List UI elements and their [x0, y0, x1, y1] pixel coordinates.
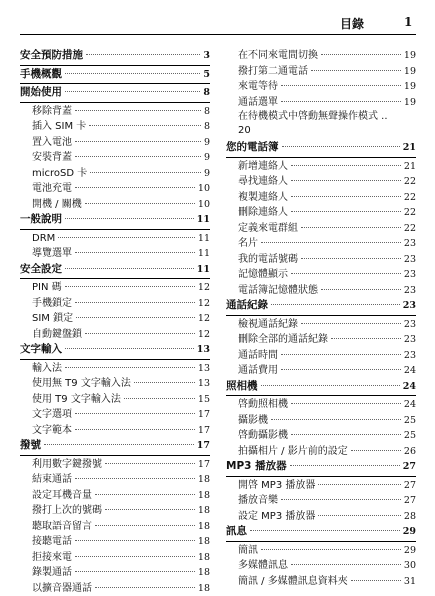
dot-leader [75, 540, 195, 541]
section-page: 17 [197, 438, 210, 454]
toc-entry-text: 利用數字鍵撥號 [32, 457, 102, 473]
section-page: 3 [203, 48, 210, 64]
dot-leader [75, 429, 195, 430]
section-heading[interactable] [20, 438, 210, 454]
section-title: MP3 播放器 [226, 459, 287, 475]
toc-section [226, 524, 416, 589]
toc-section [226, 379, 416, 460]
toc-entry-text: 聽取語音留言 [32, 519, 92, 535]
toc-entry-text: 結束通話 [32, 472, 72, 488]
section-page: 27 [403, 459, 416, 475]
toc-entry[interactable] [20, 488, 210, 504]
toc-entry-page: 22 [404, 221, 416, 237]
dot-leader [318, 515, 401, 516]
toc-entry-page: 9 [204, 166, 210, 182]
dot-leader [351, 580, 401, 581]
dot-leader [65, 348, 194, 349]
dot-leader [65, 73, 200, 74]
section-rule [20, 359, 210, 360]
toc-entry[interactable] [20, 503, 210, 519]
continued-entries [226, 48, 416, 140]
toc-entry-text: 手機鎖定 [32, 296, 72, 312]
toc-entry-text: 來電等待 [238, 79, 278, 95]
dot-leader [261, 242, 401, 243]
toc-entry-page: 12 [198, 296, 210, 312]
toc-entry-page: 8 [204, 119, 210, 135]
toc-entry-text: 使用無 T9 文字輸入法 [32, 376, 131, 392]
dot-leader [75, 571, 195, 572]
toc-entry-text: 電池充電 [32, 181, 72, 197]
toc-section [20, 48, 210, 66]
section-rule [226, 157, 416, 158]
toc-entry-page: 28 [404, 509, 416, 525]
toc-entry-page: 29 [404, 543, 416, 559]
toc-entry[interactable] [20, 423, 210, 439]
dot-leader [291, 180, 401, 181]
toc-entry[interactable] [226, 332, 416, 348]
toc-entry-page: 19 [404, 79, 416, 95]
dot-leader [281, 101, 401, 102]
toc-entry[interactable] [20, 534, 210, 550]
toc-entry[interactable] [226, 397, 416, 413]
toc-entry-text: 通話費用 [238, 363, 278, 379]
toc-entry[interactable] [226, 236, 416, 252]
dot-leader [291, 564, 401, 565]
toc-entry[interactable] [20, 550, 210, 566]
toc-entry[interactable] [226, 444, 416, 460]
toc-entry-page: 11 [198, 246, 210, 262]
header-rule [20, 34, 416, 35]
toc-entry[interactable] [226, 574, 416, 590]
toc-entry-text: SIM 鎖定 [32, 311, 73, 327]
toc-entry-text: 自動鍵盤鎖 [32, 327, 82, 343]
toc-entry[interactable] [226, 95, 416, 111]
toc-entry-text: 在不同來電間切換 [238, 48, 318, 64]
toc-entry[interactable] [20, 311, 210, 327]
toc-entry-text: PIN 碼 [32, 280, 62, 296]
toc-entry[interactable] [226, 190, 416, 206]
toc-entry-page: 18 [198, 565, 210, 581]
dot-leader [291, 196, 401, 197]
dot-leader [85, 203, 195, 204]
toc-entry-page: 18 [198, 581, 210, 596]
dot-leader [95, 494, 195, 495]
dot-leader [250, 530, 400, 531]
section-page: 23 [403, 298, 416, 314]
toc-entry-text: 定義來電群組 [238, 221, 298, 237]
section-heading[interactable] [226, 140, 416, 156]
section-title: 手機概觀 [20, 67, 62, 83]
toc-entry-text: 通話時間 [238, 348, 278, 364]
toc-entry-page: 23 [404, 267, 416, 283]
dot-leader [75, 556, 195, 557]
toc-entry-text: 多媒體訊息 [238, 558, 288, 574]
toc-entry-page: 19 [404, 48, 416, 64]
toc-entry-text: 攝影機 [238, 413, 268, 429]
dot-leader [281, 85, 401, 86]
toc-entry-page: 23 [404, 348, 416, 364]
toc-entry[interactable] [226, 252, 416, 268]
toc-entry[interactable] [20, 392, 210, 408]
toc-entry-text: 安裝背蓋 [32, 150, 72, 166]
toc-entry-page: 8 [204, 104, 210, 120]
dot-leader [75, 252, 195, 253]
toc-entry-text: 尋找連絡人 [238, 174, 288, 190]
toc-entry[interactable] [226, 509, 416, 525]
section-page: 5 [203, 67, 210, 83]
section-title: 撥號 [20, 438, 41, 454]
toc-entry[interactable] [20, 150, 210, 166]
dot-leader [290, 465, 400, 466]
dot-leader [75, 141, 201, 142]
dot-leader [75, 413, 195, 414]
toc-entry-page: 17 [198, 457, 210, 473]
toc-entry[interactable] [226, 543, 416, 559]
toc-entry-page: 9 [204, 150, 210, 166]
toc-entry-text: 複製連絡人 [238, 190, 288, 206]
toc-entry[interactable] [226, 205, 416, 221]
toc-entry[interactable] [20, 104, 210, 120]
toc-entry-text: 插入 SIM 卡 [32, 119, 86, 135]
section-heading[interactable] [226, 379, 416, 395]
toc-section [20, 67, 210, 85]
toc-entry[interactable] [226, 558, 416, 574]
toc-entry[interactable] [226, 363, 416, 379]
section-page: 21 [403, 140, 416, 156]
section-heading[interactable] [20, 85, 210, 101]
toc-section [226, 140, 416, 298]
toc-entry-text: 簡訊 / 多媒體訊息資料夾 [238, 574, 348, 590]
dot-leader [134, 382, 195, 383]
toc-entry[interactable] [226, 283, 416, 299]
dot-leader [261, 385, 400, 386]
section-rule [20, 455, 210, 456]
toc-left-column [20, 48, 210, 596]
toc-entry-page: 27 [404, 493, 416, 509]
toc-entry[interactable] [20, 296, 210, 312]
toc-entry-text: 輸入法 [32, 361, 62, 377]
toc-section [20, 212, 210, 262]
section-page: 11 [197, 212, 210, 228]
toc-entry-page: 12 [198, 311, 210, 327]
section-heading[interactable] [226, 459, 416, 475]
dot-leader [76, 317, 195, 318]
toc-entry-page: 18 [198, 519, 210, 535]
toc-entry[interactable] [20, 376, 210, 392]
toc-entry-wrapped[interactable] [226, 110, 416, 138]
dot-leader [65, 91, 200, 92]
dot-leader [44, 444, 194, 445]
toc-entry[interactable] [226, 267, 416, 283]
toc-right-column [226, 48, 416, 589]
toc-entry-text: 文字範本 [32, 423, 72, 439]
toc-entry[interactable] [20, 581, 210, 596]
toc-entry-text: 開啓 MP3 播放器 [238, 478, 315, 494]
toc-entry-text: 置入電池 [32, 135, 72, 151]
dot-leader [75, 187, 195, 188]
toc-entry-text: DRM [32, 231, 55, 247]
toc-entry-text: 檢視通話紀錄 [238, 317, 298, 333]
toc-section [20, 262, 210, 343]
toc-section [226, 298, 416, 379]
toc-entry-text: 設定 MP3 播放器 [238, 509, 315, 525]
dot-leader [95, 525, 195, 526]
dot-leader [271, 304, 400, 305]
toc-entry-page: 21 [404, 159, 416, 175]
toc-entry-text: 拍攝相片 / 影片前的設定 [238, 444, 348, 460]
toc-entry[interactable] [20, 246, 210, 262]
dot-leader [95, 587, 195, 588]
dot-leader [89, 125, 201, 126]
toc-section [20, 85, 210, 212]
toc-entry-text: 導覽選單 [32, 246, 72, 262]
section-title: 開始使用 [20, 85, 62, 101]
dot-leader [351, 450, 401, 451]
toc-entry-page: 22 [404, 205, 416, 221]
toc-entry-page: 23 [404, 236, 416, 252]
dot-leader [105, 463, 195, 464]
toc-entry-page: 23 [404, 252, 416, 268]
toc-entry-page: 10 [198, 197, 210, 213]
section-heading[interactable] [20, 48, 210, 64]
right-sections [226, 140, 416, 589]
toc-entry-text: 簡訊 [238, 543, 258, 559]
section-page: 8 [203, 85, 210, 101]
dot-leader [291, 434, 401, 435]
toc-entry-page: 18 [198, 550, 210, 566]
toc-entry-text: 名片 [238, 236, 258, 252]
dot-leader [301, 258, 401, 259]
dot-leader [321, 54, 401, 55]
dot-leader [291, 403, 401, 404]
dot-leader [65, 367, 195, 368]
toc-entry-text: 新增連絡人 [238, 159, 288, 175]
toc-entry-text: 播放音樂 [238, 493, 278, 509]
section-title: 訊息 [226, 524, 247, 540]
toc-entry-page: 19 [404, 95, 416, 111]
dot-leader [124, 398, 195, 399]
section-title: 安全預防措施 [20, 48, 83, 64]
dot-leader [75, 156, 201, 157]
toc-entry-page: 22 [404, 190, 416, 206]
toc-entry[interactable] [226, 79, 416, 95]
toc-entry-text: 電話簿記憶體狀態 [238, 283, 318, 299]
toc-entry-page: 25 [404, 413, 416, 429]
toc-entry-page: 12 [198, 280, 210, 296]
toc-entry-text: 刪除全部的通話紀錄 [238, 332, 328, 348]
toc-entry-page: 19 [404, 64, 416, 80]
toc-title: 目錄 [340, 15, 364, 32]
section-title: 照相機 [226, 379, 258, 395]
toc-entry-text: 以擴音器通話 [32, 581, 92, 596]
toc-entry-text: 刪除連絡人 [238, 205, 288, 221]
dot-leader [331, 338, 401, 339]
toc-entry[interactable] [226, 48, 416, 64]
toc-entry[interactable] [226, 64, 416, 80]
section-rule [226, 541, 416, 542]
dot-leader [311, 70, 401, 71]
toc-entry-text: 文字選項 [32, 407, 72, 423]
toc-entry[interactable] [20, 181, 210, 197]
dot-leader [281, 499, 401, 500]
toc-entry-page: 18 [198, 472, 210, 488]
toc-entry-text: 開機 / 關機 [32, 197, 82, 213]
section-title: 一般說明 [20, 212, 62, 228]
dot-leader [301, 323, 401, 324]
toc-entry-text: 設定耳機音量 [32, 488, 92, 504]
dot-leader [75, 110, 201, 111]
toc-entry[interactable] [226, 493, 416, 509]
toc-entry-page: 30 [404, 558, 416, 574]
dot-leader [75, 478, 195, 479]
section-rule [20, 102, 210, 103]
dot-leader [318, 484, 401, 485]
toc-entry[interactable] [226, 159, 416, 175]
toc-entry[interactable] [20, 197, 210, 213]
dot-leader [105, 509, 195, 510]
section-rule [20, 83, 210, 84]
toc-entry-page: 26 [404, 444, 416, 460]
toc-entry-text: 接聽電話 [32, 534, 72, 550]
toc-entry-page: 13 [198, 376, 210, 392]
dot-leader [301, 227, 401, 228]
toc-entry-text: 拒接來電 [32, 550, 72, 566]
toc-entry-page: 15 [198, 392, 210, 408]
toc-entry-page: 22 [404, 174, 416, 190]
toc-entry-text: 通話選單 [238, 95, 278, 111]
toc-section [226, 459, 416, 524]
section-page: 13 [197, 342, 210, 358]
toc-entry-text: 我的電話號碼 [238, 252, 298, 268]
dot-leader [58, 237, 195, 238]
toc-entry-text: 使用 T9 文字輸入法 [32, 392, 121, 408]
toc-entry[interactable] [226, 413, 416, 429]
section-rule [226, 315, 416, 316]
dot-leader [291, 165, 401, 166]
toc-entry-page: 24 [404, 397, 416, 413]
toc-entry-text: 在待機模式中啓動無聲操作模式 .. [238, 110, 416, 124]
toc-entry-text: 錄製通話 [32, 565, 72, 581]
dot-leader [291, 273, 401, 274]
section-heading[interactable] [226, 298, 416, 314]
toc-entry[interactable] [20, 361, 210, 377]
toc-entry[interactable] [226, 174, 416, 190]
dot-leader [261, 549, 401, 550]
section-heading[interactable] [20, 262, 210, 278]
section-rule [20, 65, 210, 66]
toc-entry[interactable] [20, 565, 210, 581]
toc-entry-page: 23 [404, 332, 416, 348]
toc-entry[interactable] [20, 166, 210, 182]
toc-entry[interactable] [20, 327, 210, 343]
section-page: 11 [197, 262, 210, 278]
toc-entry[interactable] [20, 457, 210, 473]
toc-entry-page: 18 [198, 534, 210, 550]
toc-entry[interactable] [226, 317, 416, 333]
dot-leader [65, 218, 194, 219]
toc-entry[interactable] [20, 407, 210, 423]
toc-entry[interactable] [20, 472, 210, 488]
toc-entry[interactable] [226, 478, 416, 494]
section-title: 通話紀錄 [226, 298, 268, 314]
toc-entry-text: 撥打第二通電話 [238, 64, 308, 80]
toc-entry-text: microSD 卡 [32, 166, 87, 182]
dot-leader [281, 369, 401, 370]
toc-entry-page: 24 [404, 363, 416, 379]
section-title: 安全設定 [20, 262, 62, 278]
toc-entry-page: 31 [404, 574, 416, 590]
section-rule [20, 229, 210, 230]
toc-entry[interactable] [20, 135, 210, 151]
toc-entry-text: 撥打上次的號碼 [32, 503, 102, 519]
page-number: 1 [404, 15, 412, 29]
section-heading[interactable] [226, 524, 416, 540]
toc-entry[interactable] [226, 428, 416, 444]
dot-leader [85, 333, 195, 334]
section-heading[interactable] [20, 342, 210, 358]
toc-entry-text: 記憶體顯示 [238, 267, 288, 283]
dot-leader [86, 54, 200, 55]
toc-entry-page: 23 [404, 283, 416, 299]
toc-entry-page: 27 [404, 478, 416, 494]
toc-entry-text: 啓動攝影機 [238, 428, 288, 444]
dot-leader [65, 268, 194, 269]
toc-entry-text: 啓動照相機 [238, 397, 288, 413]
toc-entry[interactable] [20, 231, 210, 247]
toc-entry-page: 10 [198, 181, 210, 197]
section-title: 文字輸入 [20, 342, 62, 358]
section-rule [226, 395, 416, 396]
section-rule [20, 278, 210, 279]
toc-entry[interactable] [20, 119, 210, 135]
toc-section [20, 342, 210, 438]
dot-leader [291, 211, 401, 212]
page-header [0, 0, 435, 36]
toc-section [20, 438, 210, 596]
toc-entry-page: 17 [198, 423, 210, 439]
dot-leader [282, 146, 400, 147]
dot-leader [90, 172, 201, 173]
dot-leader [281, 354, 401, 355]
toc-entry-page: 9 [204, 135, 210, 151]
toc-entry-page: 17 [198, 407, 210, 423]
toc-entry-page: 11 [198, 231, 210, 247]
section-heading[interactable] [20, 67, 210, 83]
dot-leader [75, 302, 195, 303]
toc-entry[interactable] [226, 221, 416, 237]
section-title: 您的電話簿 [226, 140, 279, 156]
section-rule [226, 476, 416, 477]
dot-leader [271, 419, 401, 420]
toc-entry-page: 18 [198, 503, 210, 519]
toc-entry-page: 12 [198, 327, 210, 343]
toc-entry-text: 移除背蓋 [32, 104, 72, 120]
dot-leader [321, 289, 401, 290]
toc-entry-page: 25 [404, 428, 416, 444]
toc-entry-page: 23 [404, 317, 416, 333]
section-page: 24 [403, 379, 416, 395]
toc-entry-page: 13 [198, 361, 210, 377]
toc-entry[interactable] [20, 280, 210, 296]
toc-entry[interactable] [226, 348, 416, 364]
dot-leader [65, 286, 195, 287]
section-page: 29 [403, 524, 416, 540]
toc-entry-page: 20 [238, 124, 416, 138]
toc-entry[interactable] [20, 519, 210, 535]
section-heading[interactable] [20, 212, 210, 228]
toc-entry-page: 18 [198, 488, 210, 504]
